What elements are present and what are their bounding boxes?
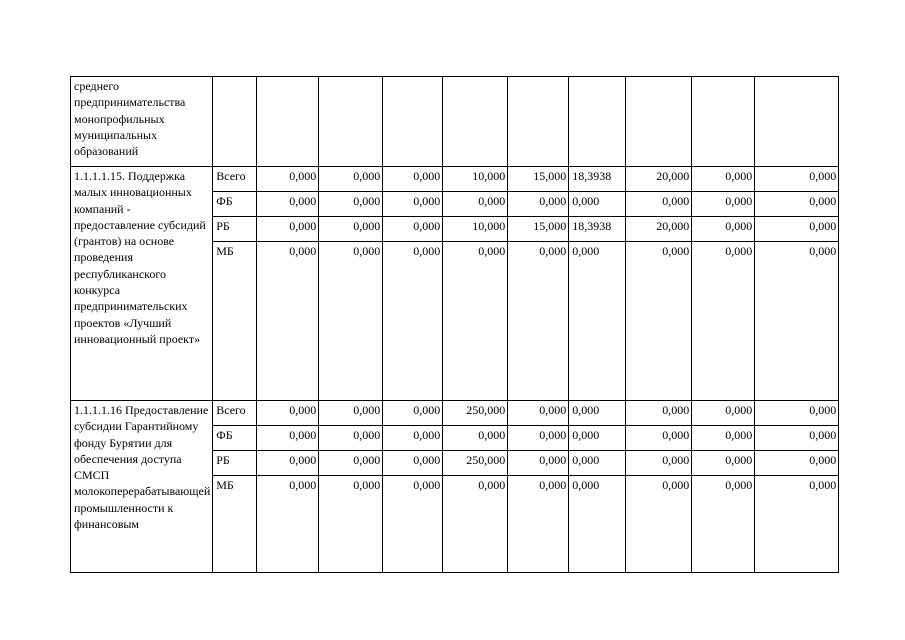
value-cell: 0,000 [383, 242, 443, 401]
empty-cell [755, 77, 839, 167]
value-cell: 18,3938 [569, 217, 626, 242]
value-cell: 0,000 [692, 217, 755, 242]
value-cell: 0,000 [569, 192, 626, 217]
value-cell: 0,000 [257, 217, 319, 242]
empty-cell [626, 77, 692, 167]
value-cell: 20,000 [626, 167, 692, 192]
value-cell: 0,000 [755, 401, 839, 426]
value-cell: 0,000 [692, 401, 755, 426]
value-cell: 10,000 [443, 167, 508, 192]
value-cell: 0,000 [319, 167, 383, 192]
value-cell: 0,000 [257, 401, 319, 426]
value-cell: 0,000 [755, 242, 839, 401]
value-cell: 0,000 [755, 167, 839, 192]
value-cell: 0,000 [443, 476, 508, 573]
funding-source-label: РБ [213, 217, 257, 242]
value-cell: 0,000 [319, 192, 383, 217]
measure-description: 1.1.1.1.16 Предоставление субсидии Гарантийному фонду Бурятии для обеспечения доступа СМСП молокоперерабатывающей промышленности к финансовым [71, 401, 213, 573]
funding-table [70, 76, 839, 573]
value-cell: 0,000 [626, 401, 692, 426]
value-cell: 0,000 [383, 167, 443, 192]
value-cell: 0,000 [626, 192, 692, 217]
value-cell: 0,000 [569, 451, 626, 476]
value-cell: 15,000 [508, 217, 569, 242]
value-cell: 0,000 [569, 426, 626, 451]
value-cell: 0,000 [626, 242, 692, 401]
funding-source-label: Всего [213, 167, 257, 192]
value-cell: 0,000 [443, 426, 508, 451]
empty-cell [569, 77, 626, 167]
empty-cell [213, 77, 257, 167]
value-cell: 0,000 [257, 476, 319, 573]
value-cell: 0,000 [569, 476, 626, 573]
value-cell: 0,000 [319, 401, 383, 426]
value-cell: 0,000 [755, 476, 839, 573]
value-cell: 0,000 [319, 476, 383, 573]
value-cell: 0,000 [692, 242, 755, 401]
value-cell: 0,000 [383, 192, 443, 217]
value-cell: 0,000 [569, 401, 626, 426]
continuation-description-cell [71, 77, 213, 167]
value-cell: 0,000 [383, 217, 443, 242]
table-body [71, 77, 839, 573]
value-cell: 0,000 [692, 192, 755, 217]
value-cell: 18,3938 [569, 167, 626, 192]
empty-cell [443, 77, 508, 167]
empty-cell [319, 77, 383, 167]
value-cell: 0,000 [443, 242, 508, 401]
value-cell: 0,000 [755, 217, 839, 242]
value-cell: 0,000 [508, 476, 569, 573]
continuation-description: среднего предпринимательства монопрофильных муниципальных образований [74, 79, 186, 159]
funding-source-label: Всего [213, 401, 257, 426]
value-cell: 0,000 [569, 242, 626, 401]
value-cell: 0,000 [692, 451, 755, 476]
funding-source-label: ФБ [213, 426, 257, 451]
value-cell: 0,000 [626, 476, 692, 573]
value-cell: 0,000 [257, 242, 319, 401]
value-cell: 0,000 [508, 451, 569, 476]
value-cell: 0,000 [755, 451, 839, 476]
value-cell: 0,000 [257, 167, 319, 192]
funding-source-label: ФБ [213, 192, 257, 217]
funding-source-label: МБ [213, 476, 257, 573]
measure-description: 1.1.1.1.15. Поддержка малых инновационных компаний - предоставление субсидий (грантов) на основе проведения республиканского конкурса предпринимательских проектов «Лучший инновационный проект» [71, 167, 213, 401]
value-cell: 0,000 [319, 426, 383, 451]
value-cell: 20,000 [626, 217, 692, 242]
value-cell: 0,000 [383, 451, 443, 476]
value-cell: 0,000 [319, 451, 383, 476]
value-cell: 0,000 [508, 426, 569, 451]
value-cell: 250,000 [443, 451, 508, 476]
value-cell: 0,000 [383, 426, 443, 451]
table-row [71, 77, 839, 167]
value-cell: 0,000 [755, 192, 839, 217]
table-row [71, 401, 839, 426]
empty-cell [383, 77, 443, 167]
value-cell: 0,000 [692, 426, 755, 451]
value-cell: 0,000 [508, 192, 569, 217]
funding-source-label: МБ [213, 242, 257, 401]
value-cell: 0,000 [319, 242, 383, 401]
value-cell: 15,000 [508, 167, 569, 192]
value-cell: 0,000 [257, 192, 319, 217]
funding-source-label: РБ [213, 451, 257, 476]
value-cell: 0,000 [755, 426, 839, 451]
value-cell: 0,000 [626, 426, 692, 451]
value-cell: 0,000 [257, 426, 319, 451]
empty-cell [508, 77, 569, 167]
value-cell: 250,000 [443, 401, 508, 426]
value-cell: 0,000 [443, 192, 508, 217]
value-cell: 0,000 [508, 242, 569, 401]
empty-cell [257, 77, 319, 167]
value-cell: 0,000 [257, 451, 319, 476]
table-row [71, 167, 839, 192]
value-cell: 0,000 [383, 401, 443, 426]
value-cell: 0,000 [319, 217, 383, 242]
value-cell: 0,000 [508, 401, 569, 426]
value-cell: 0,000 [383, 476, 443, 573]
value-cell: 0,000 [692, 476, 755, 573]
empty-cell [692, 77, 755, 167]
value-cell: 0,000 [692, 167, 755, 192]
value-cell: 10,000 [443, 217, 508, 242]
value-cell: 0,000 [626, 451, 692, 476]
